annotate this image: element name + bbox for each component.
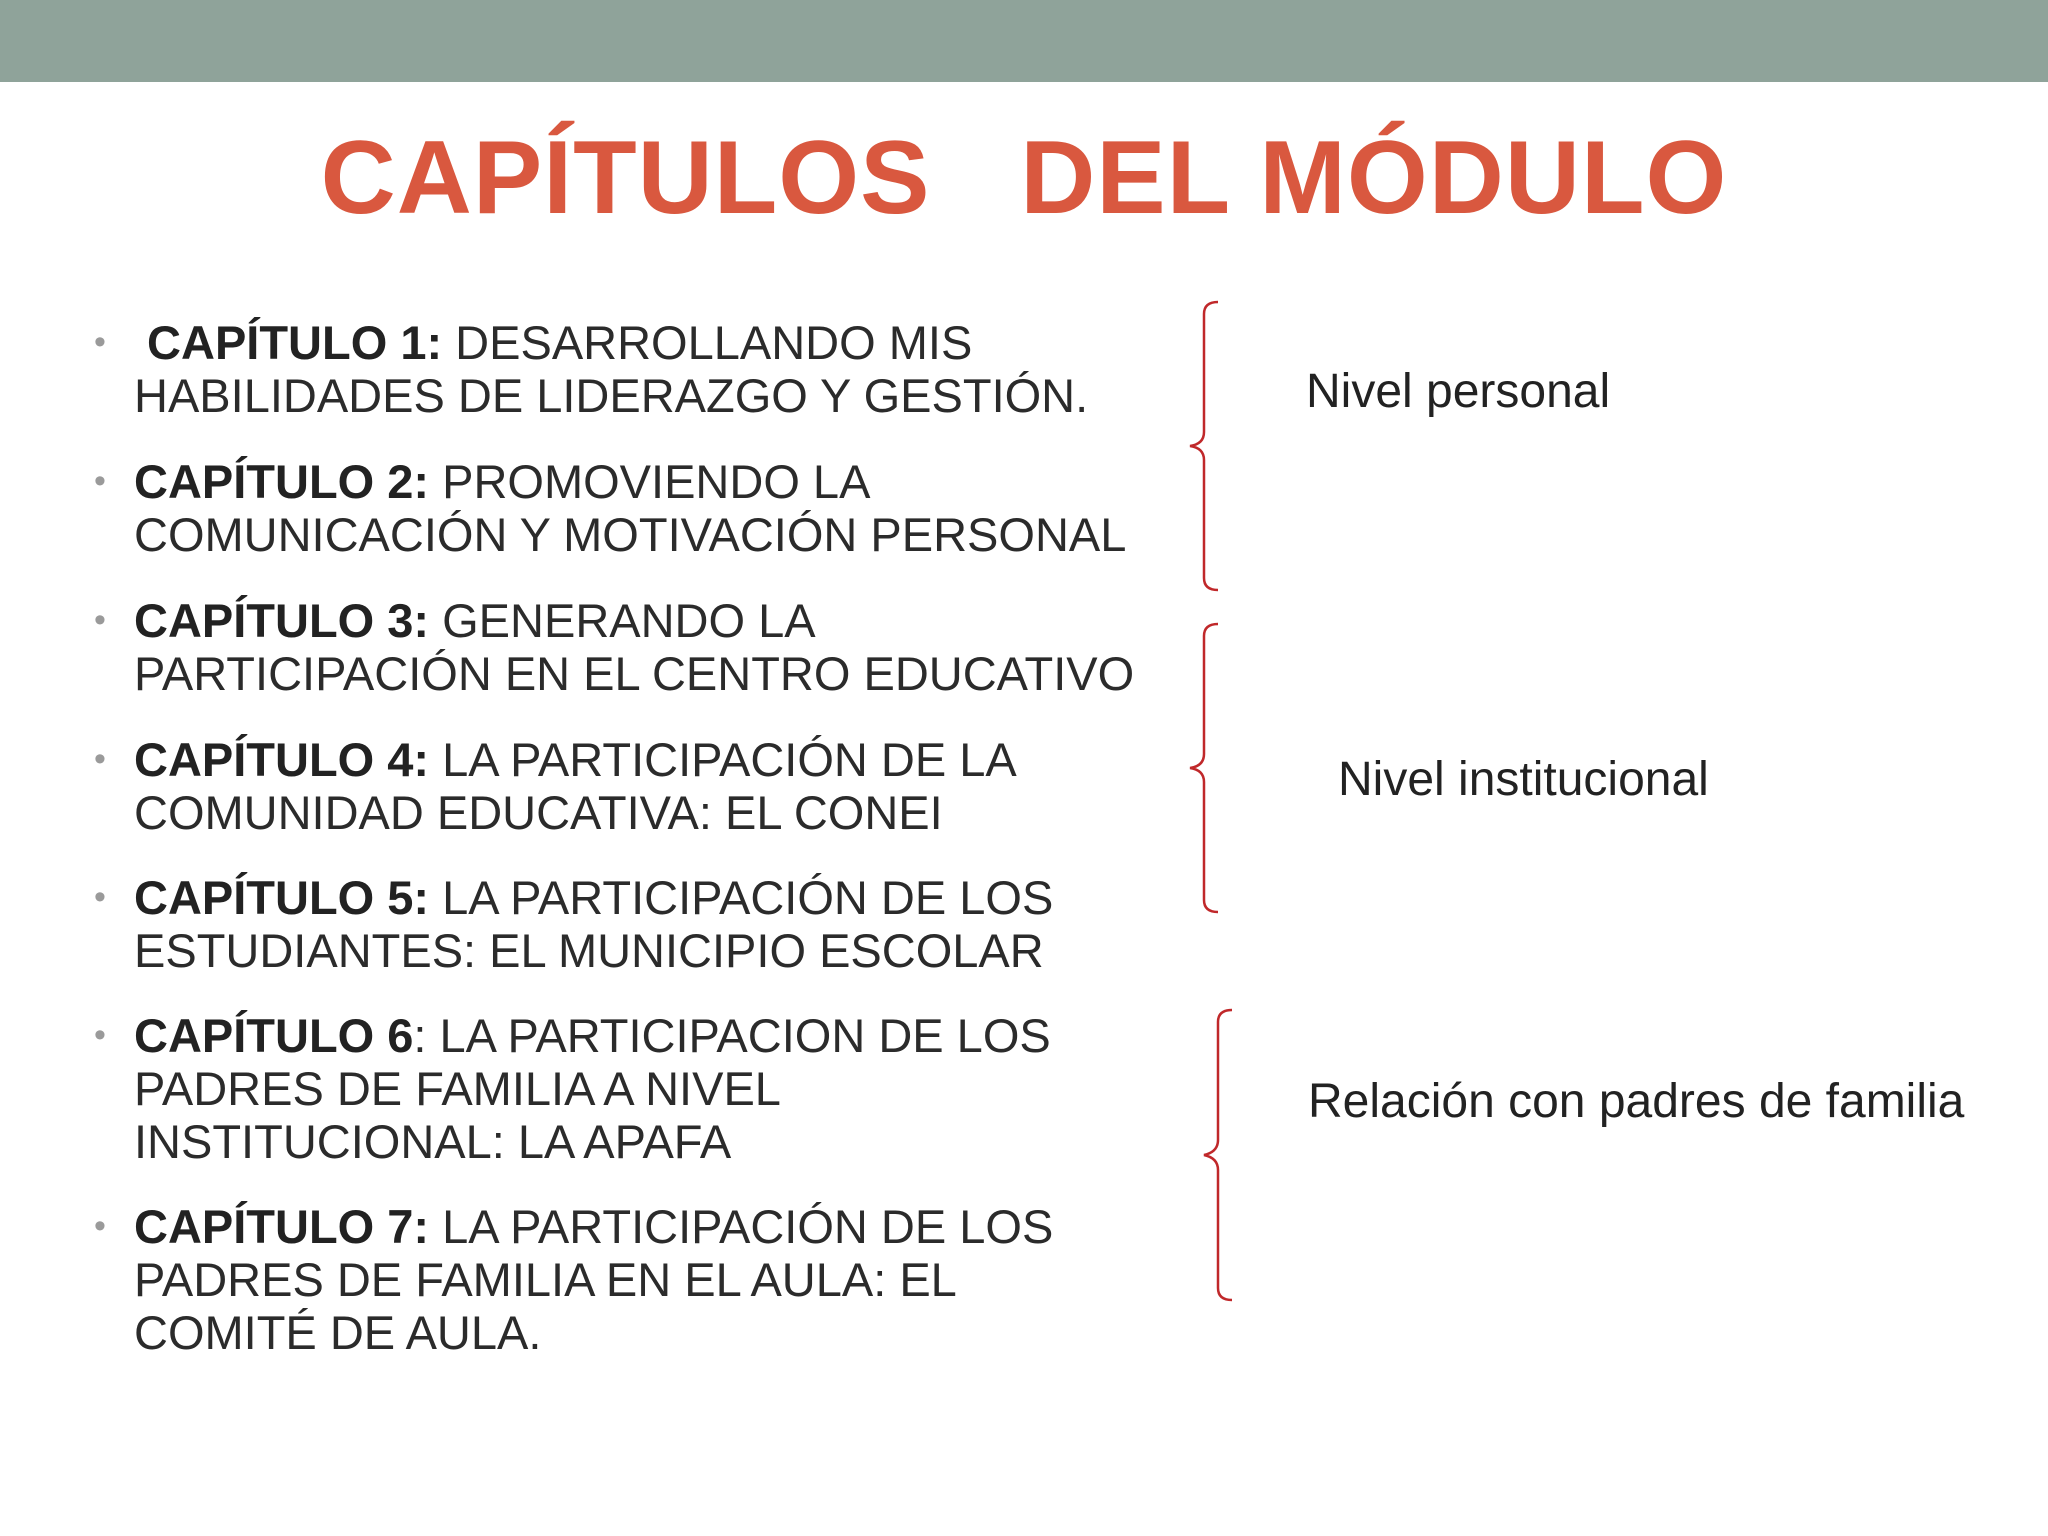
chapter-number: CAPÍTULO 6 [134, 1009, 414, 1062]
chapter-title-line-2: ESTUDIANTES: EL MUNICIPIO ESCOLAR [134, 924, 1044, 977]
chapter-title-line-2: COMUNIDAD EDUCATIVA: EL CONEI [134, 786, 943, 839]
chapter-title-line-2: HABILIDADES DE LIDERAZGO Y GESTIÓN. [134, 369, 1089, 422]
chapter-title-line-1: : LA PARTICIPACION DE LOS [413, 1009, 1051, 1062]
chapter-number: CAPÍTULO 2: [134, 455, 430, 508]
bracket-padres [1196, 1008, 1236, 1302]
bullet-icon: • [94, 462, 106, 500]
chapter-item-2 [94, 455, 1194, 561]
chapter-item-3 [94, 594, 1194, 700]
bracket-personal [1182, 300, 1222, 592]
bullet-icon: • [94, 740, 106, 778]
chapter-title-line-2: PARTICIPACIÓN EN EL CENTRO EDUCATIVO [134, 647, 1135, 700]
chapter-title-line-3: COMITÉ DE AULA. [134, 1306, 542, 1359]
group-label-institucional: Nivel institucional [1338, 753, 1709, 806]
chapter-number: CAPÍTULO 4: [134, 733, 430, 786]
chapter-title-line-3: INSTITUCIONAL: LA APAFA [134, 1115, 732, 1168]
chapter-number: CAPÍTULO 3: [134, 594, 430, 647]
bullet-icon: • [94, 601, 106, 639]
chapter-number: CAPÍTULO 1: [134, 316, 443, 369]
chapter-title-line-1: DESARROLLANDO MIS [442, 316, 973, 369]
bullet-icon: • [94, 323, 106, 361]
chapter-title-line-1: LA PARTICIPACIÓN DE LOS [429, 871, 1054, 924]
bracket-institucional [1182, 622, 1222, 914]
chapter-title-line-1: PROMOVIENDO LA [429, 455, 871, 508]
chapter-title-line-2: PADRES DE FAMILIA EN EL AULA: EL [134, 1253, 957, 1306]
chapter-item-6 [94, 1009, 1194, 1168]
chapter-number: CAPÍTULO 7: [134, 1200, 430, 1253]
group-label-padres: Relación con padres de familia [1308, 1075, 1965, 1128]
chapter-number: CAPÍTULO 5: [134, 871, 430, 924]
chapter-item-5 [94, 871, 1194, 977]
chapter-item-4 [94, 733, 1194, 839]
bullet-icon: • [94, 878, 106, 916]
bullet-icon: • [94, 1207, 106, 1245]
bullet-icon: • [94, 1016, 106, 1054]
chapter-title-line-1: LA PARTICIPACIÓN DE LOS [429, 1200, 1054, 1253]
chapter-title-line-1: LA PARTICIPACIÓN DE LA [429, 733, 1017, 786]
chapter-title-line-2: PADRES DE FAMILIA A NIVEL [134, 1062, 781, 1115]
chapter-title-line-2: COMUNICACIÓN Y MOTIVACIÓN PERSONAL [134, 508, 1127, 561]
chapter-item-1 [94, 316, 1194, 422]
slide-title: CAPÍTULOS DEL MÓDULO [320, 120, 1728, 236]
group-label-personal: Nivel personal [1306, 365, 1611, 418]
chapter-title-line-1: GENERANDO LA [429, 594, 816, 647]
chapter-item-7 [94, 1200, 1194, 1359]
